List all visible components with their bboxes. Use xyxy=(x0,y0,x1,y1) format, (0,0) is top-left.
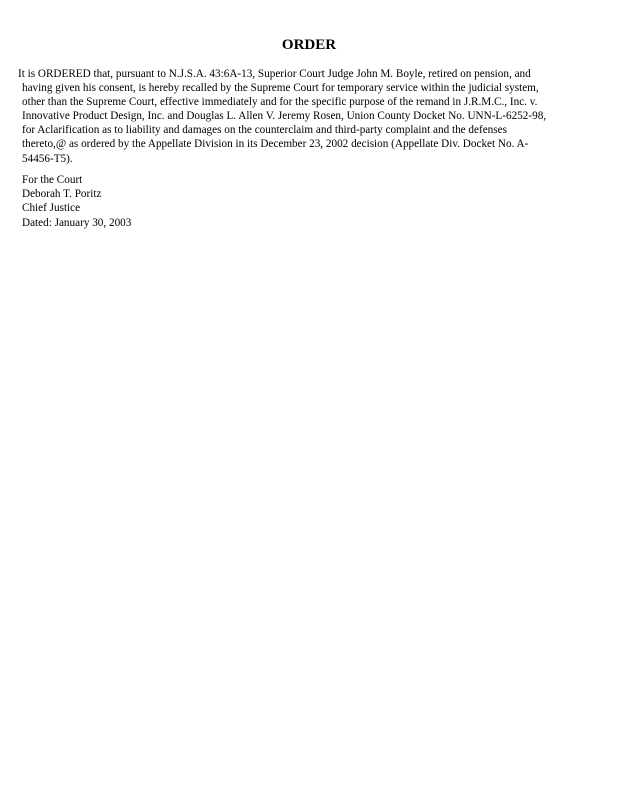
signature-date: Dated: January 30, 2003 xyxy=(22,216,132,229)
body-line-5: for Aclarification as to liability and damages on the counterclaim and third-party complaint and the defenses xyxy=(22,124,507,137)
signature-position: Chief Justice xyxy=(22,202,81,215)
signature-name: Deborah T. Poritz xyxy=(22,188,102,201)
signature-block xyxy=(22,173,131,230)
document-title: ORDER xyxy=(281,37,337,53)
signature-for-the-court: For the Court xyxy=(22,174,83,186)
body-line-2: having given his consent, is hereby recalled by the Supreme Court for temporary service within the judicial system, xyxy=(22,82,539,95)
body-line-6: thereto,@ as ordered by the Appellate Division in its December 23, 2002 decision (Appellate Div. Docket No. A- xyxy=(22,138,529,151)
body-line-4: Innovative Product Design, Inc. and Douglas L. Allen V. Jeremy Rosen, Union County Docket No. UNN-L-6252-98, xyxy=(22,110,547,123)
body-line-1: It is ORDERED that, pursuant to N.J.S.A. 43:6A-13, Superior Court Judge John M. Boyle, retired on pension, and xyxy=(18,68,531,80)
order-body xyxy=(18,67,588,166)
body-line-3: other than the Supreme Court, effective immediately and for the specific purpose of the remand in J.R.M.C., Inc. v. xyxy=(22,96,538,109)
body-line-7: 54456-T5). xyxy=(22,152,73,165)
